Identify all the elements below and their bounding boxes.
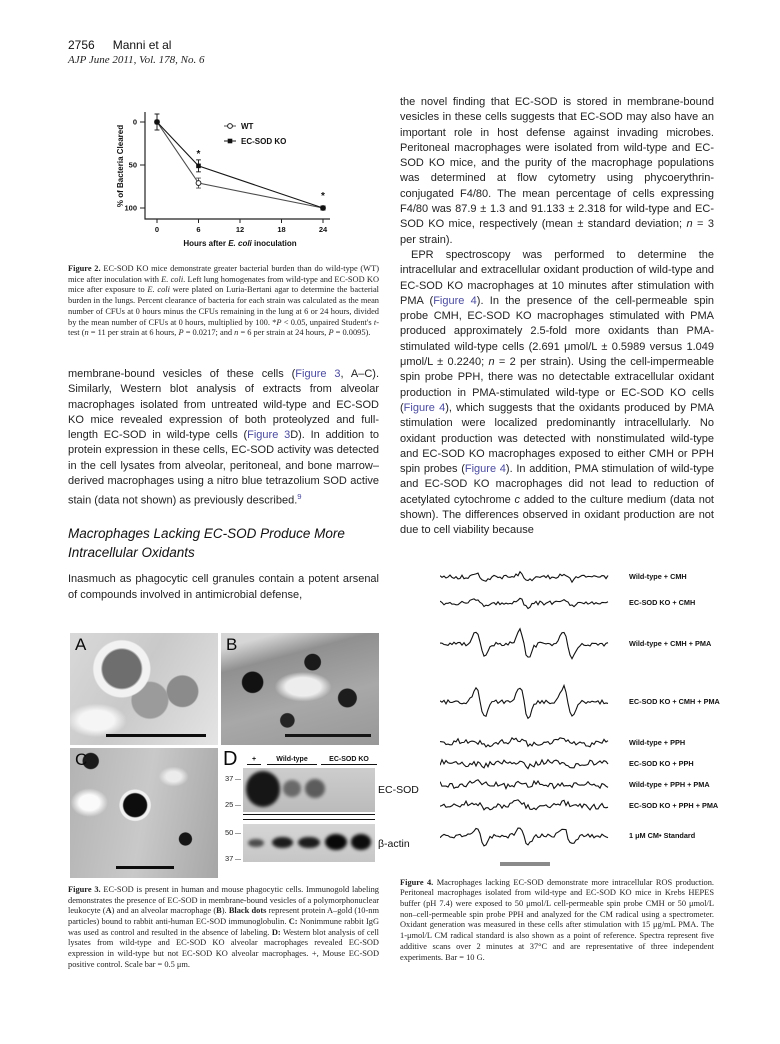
epr-trace-waveform [440,795,615,816]
epr-trace-waveform [440,753,615,774]
svg-text:WT: WT [241,121,254,131]
blot-lane-positive-control: + [247,756,261,765]
ecsod-blot-strip [243,768,375,812]
epr-trace-row [400,753,714,774]
panel-a-label: A [75,634,87,654]
figure3-caption: Figure 3. EC-SOD is present in human and mouse phagocytic cells. Immunogold labeling demonstrates the presence of EC-SOD in membrane-bound vesicles of a polymorphonuclear leukocyte (A) and an alveolar macrophage (B). Black dots represent protein A–gold (10-nm particles) bound to rabbit anti-human EC-SOD immunoglobulin. C: Nonimmune rabbit IgG was used as control and resulted in the absence of labeling. D: Western blot analysis of cell lysates from wild-type and EC-SOD KO alveolar macrophages revealed EC-SOD expression in wild-type but not EC-SOD KO alveolar macrophages. +, Mouse EC-SOD positive control. Scale bar = 0.5 μm. [68,884,380,969]
actin-blot-strip [243,824,375,862]
blot-divider [243,814,375,820]
svg-text:0: 0 [154,225,160,234]
svg-text:EC-SOD KO: EC-SOD KO [241,136,287,146]
figure3-panel-a-micrograph [70,633,218,745]
panel-d-label: D [223,747,238,770]
svg-text:18: 18 [277,225,286,234]
blot-band [351,834,371,849]
figure-reference-link[interactable]: Figure 3 [247,429,291,442]
epr-trace-label: 1 μM CM• Standard [629,831,696,841]
blot-band [325,834,347,851]
epr-trace-waveform [440,774,615,795]
left-column [68,90,419,970]
epr-trace-waveform [440,590,615,616]
mw-marker-25: 25 — [221,800,241,809]
blot-lane-ecsod-ko: EC-SOD KO [321,756,377,765]
page-header-line [68,38,204,52]
authors-short: Manni et al [112,38,172,52]
epr-trace-label: Wild-type + CMH + PMA [629,639,712,649]
figure-reference-link[interactable]: Figure 4 [403,401,446,414]
blot-band [298,837,319,848]
figure3-image-block [68,633,419,880]
blot-band [283,780,301,797]
figure3-panel-c-micrograph [70,748,218,878]
blot-band [246,771,280,806]
ecsod-blot-label: EC-SOD [378,783,419,796]
right-paragraph-2: EPR spectroscopy was performed to determine the intracellular and extracellular oxidant production of wild-type and EC-SOD KO macrophages at 10 minutes after stimulation with PMA (Figure 4). In the presence of the cell-permeable spin probe CMH, EC-SOD KO macrophages stimulated with PMA produced approximately 2.5-fold more oxidants than PMA-stimulated wild-type cells (2.691 μmol/L ± 0.5989 versus 1.049 μmol/L ± 0.2240; n = 2 per strain). Using the cell-impermeable spin probe PPH, there was no detectable extracellular oxidant production in PMA-stimulated wild-type or EC-SOD KO cells (Figure 4), which suggests that the oxidants produced by PMA stimulation were localized predominantly intracellularly. No oxidant production was detected with nonstimulated wild-type and EC-SOD KO macrophages exposed to either CMH or PPH spin probes (Figure 4). In addition, PMA stimulation of wild-type and EC-SOD KO macrophages did not lead to reduction of acetylated cytochrome c added to the culture medium (data not shown). The differences observed in oxidant production are not due to cell viability because [400,248,715,537]
epr-trace-waveform [440,732,615,753]
svg-text:24: 24 [318,225,328,234]
figure4-epr-spectra [400,564,720,866]
svg-text:*: * [196,148,201,160]
epr-trace-row [400,816,714,856]
figure3-panel-d-western-blot [221,747,419,878]
page-number: 2756 [68,38,95,52]
blot-band [248,839,264,847]
epr-trace-label: EC-SOD KO + CMH + PMA [629,697,720,707]
epr-trace-label: EC-SOD KO + PPH + PMA [629,800,719,810]
figure-reference-link[interactable]: Figure 4 [464,463,506,476]
figure4-caption: Figure 4. Macrophages lacking EC-SOD demonstrate more intracellular ROS production. Peritoneal macrophages isolated from wild-type and EC-SOD KO mice in Krebs HEPES buffer (pH 7.4) were exposed to 50 μmol/L cell-permeable spin probe CMH or 50 μmol/L non–cell-permeable spin probe PPH and analyzed for the CM radical using a spectrometer. Oxidant generation was measured in these cells after stimulation with 15 μg/mL PMA. The 1-μmol/L CM radical standard is also shown as a point of reference. Spectra represent five additive scans over 2 minutes at 37°C and are representative of three independent experiments. Bar = 10 G. [400,877,714,962]
epr-trace-row [400,672,720,732]
journal-citation: AJP June 2011, Vol. 178, No. 6 [68,54,205,66]
svg-text:50: 50 [128,160,137,170]
figure3-panel-b-micrograph [221,633,379,745]
svg-text:0: 0 [132,117,137,127]
blot-band [272,837,293,848]
panel-c-label: C [75,749,88,769]
mw-marker-50: 50 — [221,828,241,837]
epr-trace-label: Wild-type + PPH [629,737,686,747]
epr-trace-label: Wild-type + PPH + PMA [629,779,710,789]
figure-reference-link[interactable]: Figure 4 [433,294,477,307]
fig4-scale-bar [500,862,550,866]
svg-text:12: 12 [235,225,245,234]
mw-marker-37-bottom: 37 — [221,854,241,863]
left-paragraph-1: membrane-bound vesicles of these cells (Figure 3, A–C). Similarly, Western blot analysis of extracts from alveolar macrophages isolated from untreated wild-type and EC-SOD KO mice revealed expression of both proteolyzed and full-length EC-SOD in wild-type cells (Figure 3D). In addition to protein expression in these cells, EC-SOD activity was detected in the cell lysates from alveolar, peritoneal, and bone marrow–derived macrophages using a nitro blue tetrazolium SOD active stain (data not shown) as previously described.$^9$ [68,367,380,507]
figure2-line-chart [68,90,379,255]
epr-trace-waveform [440,672,615,732]
epr-trace-waveform [440,816,615,856]
epr-trace-waveform [440,564,615,590]
epr-trace-label: Wild-type + CMH [629,572,687,582]
epr-trace-row [400,616,714,672]
left-paragraph-2: Inasmuch as phagocytic cell granules contain a potent arsenal of compounds involved in antimicrobial defense, [68,573,379,601]
epr-trace-row [400,564,714,590]
panel-b-scale-bar [285,734,371,737]
svg-text:Hours after E. coli inoculatio: Hours after E. coli inoculation [183,239,297,248]
epr-trace-row [400,590,714,616]
epr-trace-waveform [440,616,615,672]
mw-marker-37-top: 37 — [221,774,241,783]
epr-trace-row [400,795,719,816]
figure-reference-link[interactable]: Figure 3 [295,367,341,380]
actin-blot-label: β-actin [378,837,410,850]
epr-trace-label: EC-SOD KO + PPH [629,758,694,768]
section-heading: Macrophages Lacking EC-SOD Produce More Intracellular Oxidants [68,526,345,560]
svg-text:100: 100 [124,203,137,213]
panel-b-label: B [226,634,238,654]
blot-lane-wild-type: Wild-type [267,756,317,765]
epr-trace-row [400,732,714,753]
running-head [68,38,204,66]
svg-text:*: * [321,191,325,202]
panel-a-scale-bar [106,734,206,737]
panel-c-scale-bar [116,866,174,869]
svg-text:% of Bacteria Cleared: % of Bacteria Cleared [116,124,125,208]
svg-text:6: 6 [196,225,201,234]
epr-trace-label: EC-SOD KO + CMH [629,598,696,608]
blot-band [305,779,325,797]
figure2-caption: Figure 2. EC-SOD KO mice demonstrate greater bacterial burden than do wild-type (WT) mice after inoculation with E. coli. Left lung homogenates from wild-type and EC-SOD KO mice after exposure to E. coli were plated on Luria-Bertani agar to determine the bacterial burden in the lungs. Percent clearance of bacteria for each strain was calculated as the mean number of CFUs at 0 hours minus the CFUs remaining in the lung at 6 or 24 hours, divided by the mean number of CFUs at 0 hours, multiplied by 100. *P < 0.05, unpaired Student's t-test (n = 11 per strain at 6 hours, P = 0.0217; and n = 6 per strain at 24 hours, P = 0.0095). [68,264,380,338]
right-paragraph-1: the novel finding that EC-SOD is stored in membrane-bound vesicles in these cells suggests that EC-SOD may also have an important role in host defense against invading microbes. Peritoneal macrophages were isolated from wild-type and EC-SOD KO mice, and the purity of the macrophage populations was determined at flow cytometry using phycoerythrin-conjugated F4/80. The mean percentage of cells expressing F4/80 was 87.9 ± 1.3 and 91.133 ± 2.318 for wild-type and EC-SOD KO mice, respectively (mean ± standard deviation; n = 3 per strain). [400,96,714,246]
right-column [400,95,720,963]
epr-trace-row [400,774,714,795]
